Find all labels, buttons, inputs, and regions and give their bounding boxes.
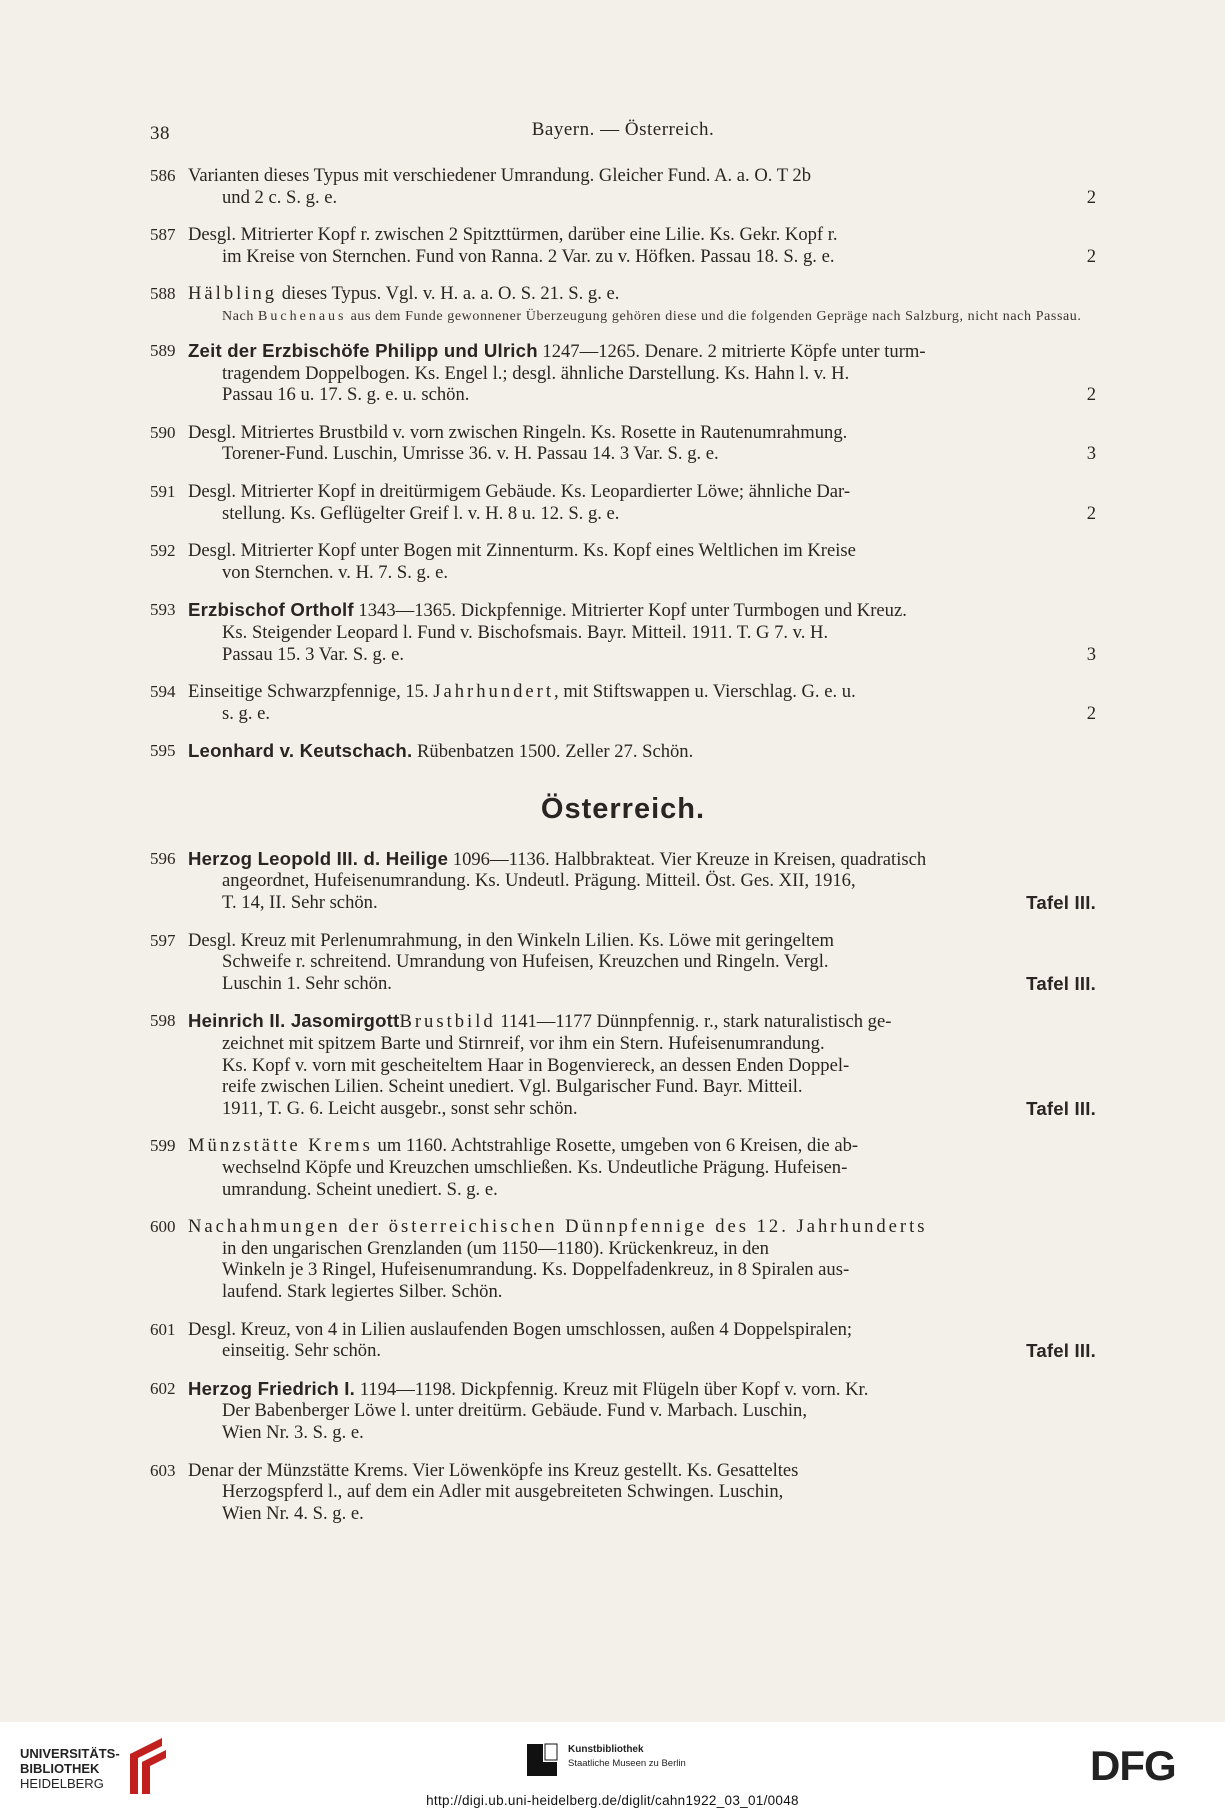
catalog-entry [150, 283, 1096, 324]
entry-continuation: Wien Nr. 3. S. g. e. [222, 1421, 364, 1443]
entry-continuation: Winkeln je 3 Ringel, Hufeisenumrandung. Ks. Doppelfadenkreuz, in 8 Spiralen aus- [222, 1259, 850, 1281]
entry-text: 1194—1198. Dickpfennig. Kreuz mit Flügeln über Kopf v. vorn. Kr. [355, 1378, 869, 1400]
entry-first-line [188, 422, 1096, 444]
entry-continuation: Ks. Kopf v. vorn mit gescheiteltem Haar in Bogenviereck, an dessen Enden Doppel- [222, 1054, 850, 1076]
plate-reference: Tafel III. [1026, 1340, 1096, 1362]
entry-number: 597 [150, 930, 176, 950]
rarity-rating: 2 [1086, 502, 1096, 524]
entry-last-line [222, 703, 1096, 725]
entry-text: 1096—1136. Halbbrakteat. Vier Kreuze in Kreisen, quadratisch [448, 848, 927, 870]
entry-continuation: Ks. Steigender Leopard l. Fund v. Bischofsmais. Bayr. Mitteil. 1911. T. G 7. v. H. [222, 621, 829, 643]
entry-continuation: umrandung. Scheint unediert. S. g. e. [222, 1178, 498, 1200]
dfg-logo: DFG [1090, 1742, 1176, 1789]
catalog-entry [150, 1460, 1096, 1525]
entry-first-line [188, 340, 1096, 363]
entry-number: 600 [150, 1217, 176, 1237]
entry-spaced: Münzstätte Krems [188, 1135, 373, 1157]
entry-last-line [222, 443, 1096, 465]
entry-last-line [222, 246, 1096, 268]
rarity-rating: 2 [1086, 384, 1096, 406]
entry-footnote [222, 309, 1096, 324]
entry-ruler: Herzog Leopold III. d. Heilige [188, 847, 449, 869]
entry-number: 599 [150, 1136, 176, 1156]
entry-first-line [188, 1216, 1096, 1238]
catalog-entry [150, 165, 1096, 208]
entry-number: 601 [150, 1319, 176, 1339]
entry-continuation: stellung. Ks. Geflügelter Greif l. v. H. 8 u. 12. S. g. e. [222, 502, 620, 524]
entry-continuation: wechselnd Köpfe und Kreuzchen umschließen. Ks. Undeutliche Prägung. Hufeisen- [222, 1157, 848, 1178]
entry-number: 587 [150, 225, 176, 245]
kunstbibliothek-icon [525, 1742, 559, 1778]
entry-text: Desgl. Kreuz, von 4 in Lilien auslaufenden Bogen umschlossen, außen 4 Doppelspiralen; [188, 1318, 853, 1340]
entry-text: 1247—1265. Denare. 2 mitrierte Köpfe unter turm- [537, 340, 926, 362]
entry-text: , mit Stiftswappen u. Vierschlag. G. e. u. [554, 681, 856, 703]
entry-last-line [222, 562, 1096, 584]
catalog-entry [150, 1135, 1096, 1200]
entry-number: 595 [150, 741, 176, 761]
catalog-entry [150, 681, 1096, 724]
entry-number: 586 [150, 166, 176, 185]
page-number: 38 [150, 123, 170, 144]
entry-first-line [188, 1010, 1096, 1033]
entry-continuation: im Kreise von Sternchen. Fund von Ranna. 2 Var. zu v. Höfken. Passau 18. S. g. e. [222, 245, 835, 267]
entry-number: 603 [150, 1460, 176, 1480]
entry-number: 590 [150, 422, 176, 442]
entry-number: 588 [150, 284, 176, 304]
entry-first-line [188, 930, 1096, 952]
entry-text: um 1160. Achtstrahlige Rosette, umgeben von 6 Kreisen, die ab- [372, 1135, 859, 1157]
ub-heidelberg-logo-text: UNIVERSITÄTS- BIBLIOTHEK HEIDELBERG [20, 1746, 120, 1791]
rarity-rating: 3 [1086, 643, 1096, 665]
entry-text: Rübenbatzen 1500. Zeller 27. Schön. [412, 741, 694, 763]
entry-number: 596 [150, 848, 176, 868]
entry-ruler: Herzog Friedrich I. [188, 1377, 356, 1399]
entry-ruler: Zeit der Erzbischöfe Philipp und Ulrich [188, 339, 538, 361]
entry-ruler: Leonhard v. Keutschach. [188, 740, 413, 762]
entry-number: 602 [150, 1378, 176, 1398]
entry-text: Desgl. Mitrierter Kopf unter Bogen mit Zinnenturm. Ks. Kopf eines Weltlichen im Kreise [188, 540, 856, 562]
rarity-rating: 3 [1086, 443, 1096, 465]
entry-continuation: reife zwischen Lilien. Scheint unediert. Vgl. Bulgarischer Fund. Bayr. Mitteil. [222, 1076, 803, 1098]
entry-continuation: Passau 15. 3 Var. S. g. e. [222, 643, 404, 665]
entry-continuation: tragendem Doppelbogen. Ks. Engel l.; desgl. ähnliche Darstellung. Ks. Hahn l. v. H. [222, 362, 850, 384]
entry-first-line [188, 848, 1096, 871]
catalog-entry [150, 1319, 1096, 1362]
note-text: Nach [222, 308, 259, 324]
note-text: aus dem Funde gewonnener Überzeugung gehören diese und die folgenden Gepräge nach Salzburg, nicht nach Passau. [346, 308, 1082, 324]
entry-text: dieses Typus. Vgl. v. H. a. a. O. S. 21. S. g. e. [277, 283, 620, 305]
entry-last-line [222, 973, 1096, 995]
entry-number: 593 [150, 600, 176, 620]
entry-number: 594 [150, 682, 176, 702]
entry-last-line [222, 1281, 1096, 1303]
entry-first-line [188, 283, 1096, 305]
entry-number: 592 [150, 541, 176, 561]
entry-continuation: Schweife r. schreitend. Umrandung von Hufeisen, Kreuzchen und Ringeln. Vergl. [222, 951, 829, 973]
note-author: Buchenaus [258, 308, 347, 324]
running-title: Bayern. — Österreich. [531, 119, 715, 140]
entry-first-line [188, 1319, 1096, 1341]
catalog-entry [150, 1378, 1096, 1444]
catalog-entry [150, 599, 1096, 665]
entry-first-line [188, 1135, 1096, 1157]
digitization-footer [0, 1722, 1225, 1810]
entry-first-line [188, 224, 1096, 246]
entry-text: Denar der Münzstätte Krems. Vier Löwenköpfe ins Kreuz gestellt. Ks. Gesatteltes [188, 1459, 799, 1481]
catalog-entry [150, 740, 1096, 763]
permalink-url[interactable]: http://digi.ub.uni-heidelberg.de/diglit/cahn1922_03_01/0048 [426, 1793, 799, 1808]
entry-continuation: s. g. e. [222, 702, 271, 724]
entry-text: Desgl. Kreuz mit Perlenumrahmung, in den Winkeln Lilien. Ks. Löwe mit geringeltem [188, 929, 834, 951]
entry-continuation: Passau 16 u. 17. S. g. e. u. schön. [222, 384, 470, 406]
plate-reference: Tafel III. [1026, 972, 1096, 994]
entry-last-line [222, 1340, 1096, 1362]
entries-bavaria [150, 165, 1096, 763]
catalog-entry [150, 340, 1096, 406]
entry-continuation: und 2 c. S. g. e. [222, 186, 338, 208]
entry-last-line [222, 1098, 1096, 1120]
entry-spaced: Brustbild [399, 1011, 496, 1033]
entry-continuation: in den ungarischen Grenzlanden (um 1150—1180). Krückenkreuz, in den [222, 1237, 769, 1259]
entry-text: 1141—1177 Dünnpfennig. [495, 1011, 704, 1033]
entry-first-line [188, 165, 1096, 187]
entry-continuation: Herzogspferd l., auf dem ein Adler mit ausgebreiteten Schwingen. Luschin, [222, 1481, 784, 1503]
section-title-austria: Österreich. [540, 792, 706, 825]
entry-first-line [188, 540, 1096, 562]
entry-continuation: Torener-Fund. Luschin, Umrisse 36. v. H. Passau 14. 3 Var. S. g. e. [222, 443, 719, 465]
catalog-entry [150, 1216, 1096, 1302]
catalog-entry [150, 481, 1096, 524]
catalog-entry [150, 848, 1096, 914]
catalog-entries [150, 165, 1096, 1540]
entry-first-line [188, 1460, 1096, 1482]
entry-first-line [188, 1378, 1096, 1401]
entry-first-line [188, 740, 1096, 763]
entry-spaced: Hälbling [188, 283, 278, 305]
entry-ruler: Erzbischof Ortholf [188, 599, 354, 621]
entry-continuation: angeordnet, Hufeisenumrandung. Ks. Undeutl. Prägung. Mitteil. Öst. Ges. XII, 1916, [222, 870, 856, 892]
entry-continuation: laufend. Stark legiertes Silber. Schön. [222, 1280, 503, 1302]
entry-last-line [222, 187, 1096, 209]
entry-number: 598 [150, 1011, 176, 1031]
ub-heidelberg-icon [122, 1732, 172, 1798]
entry-continuation: 1911, T. G. 6. Leicht ausgebr., sonst sehr schön. [222, 1097, 578, 1119]
catalog-entry [150, 224, 1096, 267]
entry-text: Einseitige Schwarzpfennige, 15. [188, 681, 434, 703]
entry-text: Desgl. Mitrierter Kopf in dreitürmigem Gebäude. Ks. Leopardierter Löwe; ähnliche Dar- [188, 480, 851, 502]
plate-reference: Tafel III. [1026, 892, 1096, 914]
entry-ruler: Heinrich II. Jasomirgott [188, 1010, 400, 1032]
entry-continuation: einseitig. Sehr schön. [222, 1340, 382, 1362]
entry-text: r., stark naturalistisch ge- [703, 1011, 892, 1033]
entry-first-line [188, 681, 1096, 703]
entry-continuation: von Sternchen. v. H. 7. S. g. e. [222, 561, 449, 583]
entry-text: Varianten dieses Typus mit verschiedener Umrandung. Gleicher Fund. A. a. O. T 2b [188, 165, 812, 186]
entry-last-line [222, 644, 1096, 666]
rarity-rating: 2 [1086, 245, 1096, 267]
entry-last-line [222, 892, 1096, 914]
entry-last-line [222, 1422, 1096, 1444]
kunstbibliothek-text: Kunstbibliothek Staatliche Museen zu Berlin [568, 1744, 686, 1769]
page-header [150, 119, 1096, 149]
entry-last-line [222, 384, 1096, 406]
catalog-entry [150, 930, 1096, 995]
rarity-rating: 2 [1086, 186, 1096, 208]
entry-text: Desgl. Mitrierter Kopf r. zwischen 2 Spitzttürmen, darüber eine Lilie. Ks. Gekr. Kopf r. [188, 224, 838, 246]
catalog-entry [150, 422, 1096, 465]
entry-first-line [188, 481, 1096, 503]
entry-last-line [222, 1179, 1096, 1201]
plate-reference: Tafel III. [1026, 1097, 1096, 1119]
entry-number: 591 [150, 481, 176, 501]
catalog-entry [150, 540, 1096, 583]
entry-continuation: zeichnet mit spitzem Barte und Stirnreif, vor ihm ein Stern. Hufeisenumrandung. [222, 1033, 825, 1055]
entry-continuation: Der Babenberger Löwe l. unter dreitürm. Gebäude. Fund v. Marbach. Luschin, [222, 1400, 808, 1422]
entry-continuation: Wien Nr. 4. S. g. e. [222, 1502, 364, 1524]
entry-spaced: Nachahmungen der österreichischen Dünnpfennige des 12. Jahrhunderts [188, 1216, 928, 1238]
entry-spaced: Jahrhundert [433, 681, 555, 703]
rarity-rating: 2 [1086, 702, 1096, 724]
entry-continuation: Luschin 1. Sehr schön. [222, 972, 392, 994]
entry-text: Desgl. Mitriertes Brustbild v. vorn zwischen Ringeln. Ks. Rosette in Rautenumrahmung. [188, 421, 848, 443]
entries-austria [150, 848, 1096, 1524]
entry-number: 589 [150, 340, 176, 360]
catalog-entry [150, 1010, 1096, 1119]
entry-last-line [222, 1503, 1096, 1525]
entry-continuation: T. 14, II. Sehr schön. [222, 892, 378, 914]
entry-first-line [188, 599, 1096, 622]
entry-text: 1343—1365. Dickpfennige. Mitrierter Kopf unter Turmbogen und Kreuz. [353, 600, 907, 622]
entry-last-line [222, 503, 1096, 525]
